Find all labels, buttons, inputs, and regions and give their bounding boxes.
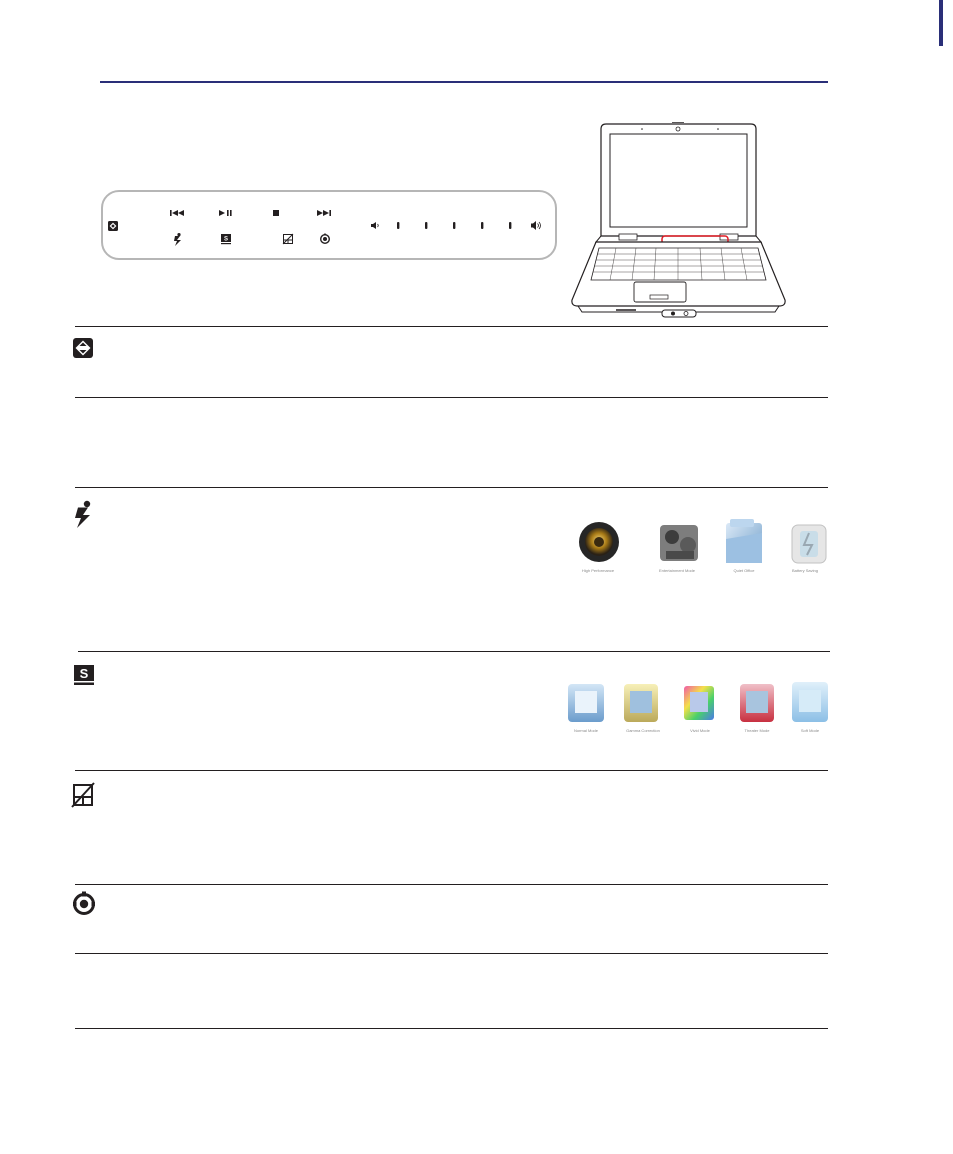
stop-icon: [273, 210, 279, 216]
section-divider: [75, 1028, 828, 1029]
quiet-office-image: [726, 519, 762, 563]
control-panel-icons: [101, 190, 557, 260]
splendid-icon: [73, 664, 95, 686]
mode-caption: Battery Saving: [791, 568, 818, 573]
previous-track-icon: [170, 210, 184, 216]
battery-saving-image: [792, 525, 826, 563]
touchpad-lock-icon: [283, 234, 293, 244]
mode-caption: Entertainment Mode: [658, 568, 696, 573]
next-track-icon: [317, 210, 331, 216]
section-divider: [75, 487, 828, 488]
section-divider: [75, 953, 828, 954]
volume-up-icon: [531, 221, 541, 230]
mode-caption: Vivid Mode: [690, 728, 710, 733]
page-edge-bar: [939, 0, 943, 46]
mode-caption: Quiet Office: [733, 568, 755, 573]
entertainment-mode-image: [660, 525, 698, 561]
mode-caption: Theater Mode: [744, 728, 770, 733]
section-divider: [75, 397, 828, 398]
svg-text:S: S: [79, 666, 89, 681]
webcam-icon: [321, 234, 330, 244]
normal-mode-image: [568, 684, 604, 722]
header-rule: [100, 81, 828, 83]
soft-mode-image: [792, 682, 828, 722]
high-performance-image: [579, 522, 619, 562]
gamma-correction-image: [624, 684, 658, 722]
vivid-mode-image: [684, 686, 714, 720]
webcam-icon: [71, 891, 97, 915]
svg-text:S: S: [223, 236, 229, 243]
section-divider: [75, 326, 828, 327]
section-divider: [75, 884, 828, 885]
volume-down-icon: [371, 222, 378, 229]
instant-key-icon: [108, 221, 118, 231]
splendid-modes: [560, 678, 832, 738]
power4gear-icon: [174, 233, 181, 246]
theater-mode-image: [740, 684, 774, 722]
power4gear-mode-images: [560, 515, 832, 575]
mode-caption: Soft Mode: [800, 728, 820, 733]
instant-key-icon: [72, 337, 94, 359]
mode-caption: Normal Mode: [573, 728, 598, 733]
power4gear-modes: [560, 515, 832, 579]
touchpad-lock-icon: [71, 782, 95, 808]
volume-level-indicators: [397, 222, 511, 229]
power4gear-icon: [72, 500, 94, 530]
splendid-mode-images: [560, 678, 832, 730]
section-divider: [75, 770, 828, 771]
mode-caption: High Performance: [581, 568, 615, 573]
laptop-illustration: [566, 122, 791, 320]
splendid-icon: [221, 234, 231, 244]
section-divider: [78, 651, 830, 652]
mode-caption: Gamma Correction: [626, 728, 660, 733]
play-pause-icon: [219, 210, 232, 216]
